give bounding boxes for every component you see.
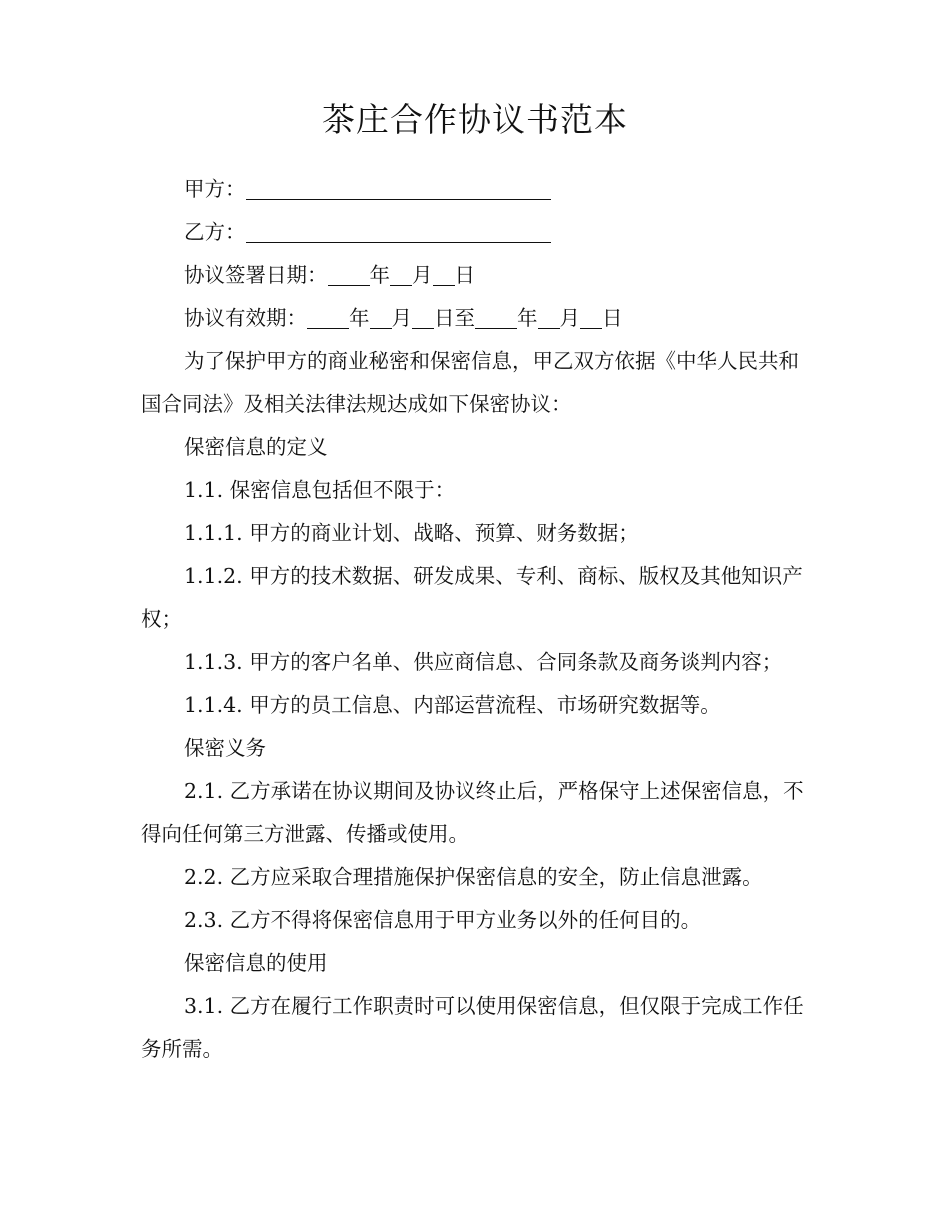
valid-month2-text: 月 — [559, 306, 580, 330]
clause: 2.2. 乙方应采取合理措施保护保密信息的安全，防止信息泄露。 — [184, 865, 763, 889]
sign-month-blank — [390, 263, 412, 286]
clause: 1.1.4. 甲方的员工信息、内部运营流程、市场研究数据等。 — [184, 693, 721, 717]
sign-year-blank — [328, 263, 370, 286]
valid-month-text: 月 — [391, 306, 412, 330]
party-a-label: 甲方： — [184, 177, 246, 201]
clause: 2.1. 乙方承诺在协议期间及协议终止后，严格保守上述保密信息，不得向任何第三方泄露、传播或使用。 — [141, 779, 804, 846]
valid-day2-text: 日 — [602, 306, 623, 330]
party-b-line — [141, 211, 806, 254]
sign-date-label: 协议签署日期： — [184, 263, 328, 287]
sign-month-text: 月 — [412, 263, 433, 287]
section-heading: 保密义务 — [184, 736, 266, 760]
clause: 3.1. 乙方在履行工作职责时可以使用保密信息，但仅限于完成工作任务所需。 — [141, 994, 804, 1061]
party-b-blank — [246, 220, 551, 243]
party-b-label: 乙方： — [184, 220, 246, 244]
clause: 1.1.1. 甲方的商业计划、战略、预算、财务数据； — [184, 521, 639, 545]
clause: 1.1. 保密信息包括但不限于： — [184, 478, 456, 502]
valid-day2-blank — [580, 306, 602, 329]
sign-date-line — [141, 254, 806, 297]
valid-month2-blank — [538, 306, 560, 329]
sign-year-text: 年 — [369, 263, 390, 287]
validity-label: 协议有效期： — [184, 306, 307, 330]
intro-paragraph: 为了保护甲方的商业秘密和保密信息，甲乙双方依据《中华人民共和国合同法》及相关法律法规达成如下保密协议： — [141, 349, 799, 416]
party-a-line — [141, 168, 806, 211]
validity-line — [141, 297, 806, 340]
sign-day-text: 日 — [454, 263, 475, 287]
valid-year2-blank — [475, 306, 517, 329]
section-heading: 保密信息的定义 — [184, 435, 328, 459]
clause: 1.1.2. 甲方的技术数据、研发成果、专利、商标、版权及其他知识产权； — [141, 564, 803, 631]
clause: 2.3. 乙方不得将保密信息用于甲方业务以外的任何目的。 — [184, 908, 702, 932]
valid-year-text: 年 — [349, 306, 370, 330]
document-body — [141, 168, 806, 1071]
valid-day-to-text: 日至 — [434, 306, 475, 330]
valid-month-blank — [370, 306, 392, 329]
valid-day-blank — [412, 306, 434, 329]
party-a-blank — [246, 177, 551, 200]
valid-year-blank — [307, 306, 349, 329]
document-title: 茶庄合作协议书范本 — [322, 100, 628, 139]
valid-year2-text: 年 — [517, 306, 538, 330]
section-heading: 保密信息的使用 — [184, 951, 328, 975]
clause: 1.1.3. 甲方的客户名单、供应商信息、合同条款及商务谈判内容； — [184, 650, 783, 674]
sign-day-blank — [433, 263, 455, 286]
